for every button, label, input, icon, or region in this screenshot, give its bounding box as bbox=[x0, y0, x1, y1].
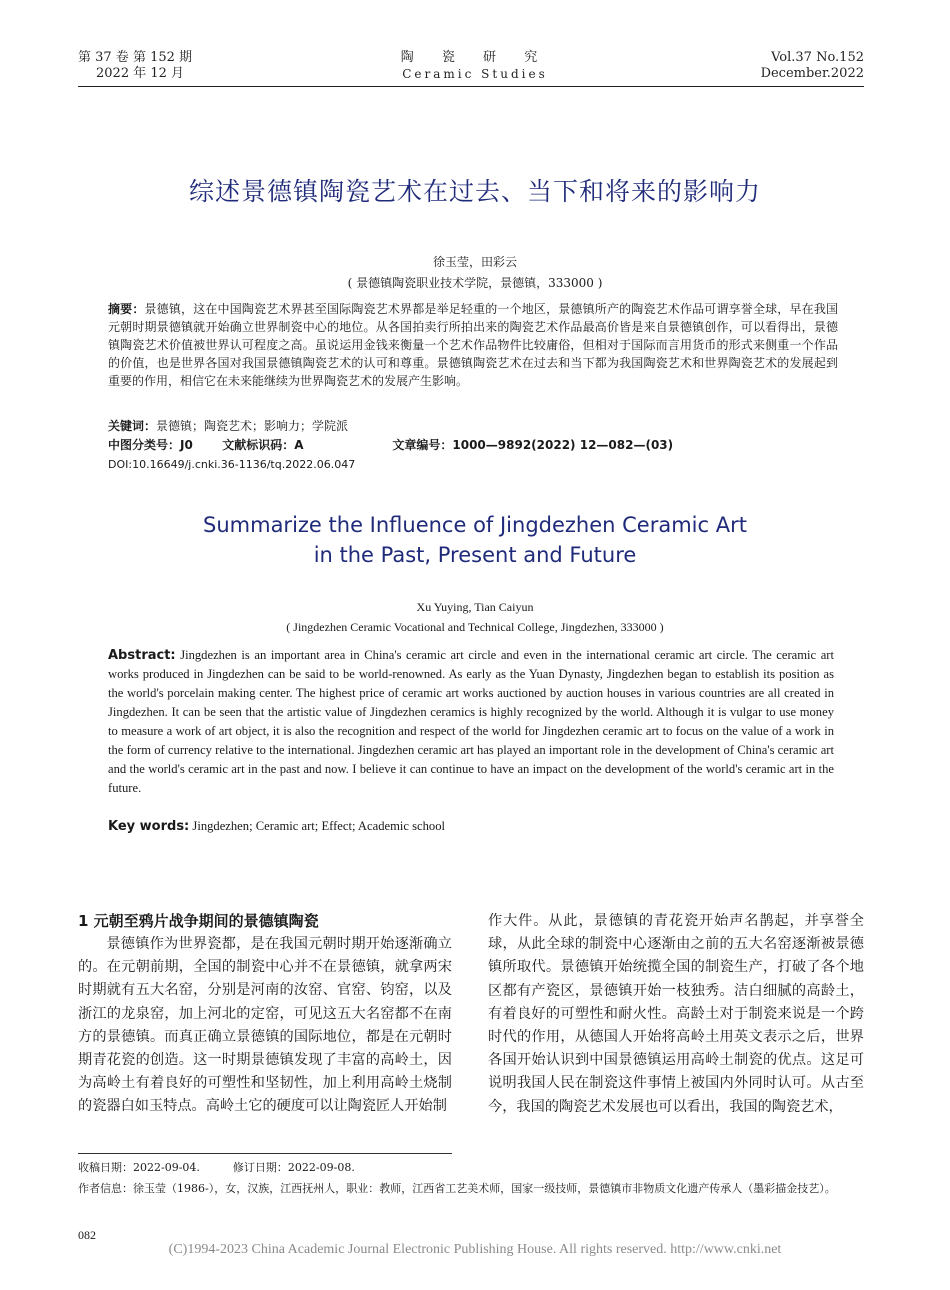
keywords-cn-text: 景德镇；陶瓷艺术；影响力；学院派 bbox=[156, 419, 349, 433]
page-number: 082 bbox=[78, 1228, 96, 1242]
doi[interactable]: DOI:10.16649/j.cnki.36-1136/tq.2022.06.047 bbox=[108, 458, 356, 471]
journal-name-en: Ceramic Studies bbox=[402, 67, 548, 81]
abstract-cn-label: 摘要： bbox=[108, 302, 145, 316]
keywords-en bbox=[108, 819, 445, 834]
affiliation-en: ( Jingdezhen Ceramic Vocational and Technical College, Jingdezhen, 333000 ) bbox=[286, 620, 664, 634]
abstract-en bbox=[108, 646, 834, 798]
issue-volume: 第 37 卷 第 152 期 bbox=[78, 50, 193, 65]
body-column-left bbox=[78, 910, 452, 1119]
abstract-en-text: Jingdezhen is an important area in China's ceramic art circle and even in the international ceramic art circle. The ceramic art works produced in Jingdezhen can be said to be world-renowned. As early as the Yuan Dynasty, Jingdezhen began to establish its position as the world's porcelain making center. The highest price of ceramic art works auctioned by auction houses in various countries are all created in Jingdezhen. It can be seen that the artistic value of Jingdezhen ceramics is highly recognized by the world. Although it is vulgar to use money to measure a work of art object, it is also the recognition and respect of the world for Jingdezhen ceramic art to focus on the value of a work in the form of currency relative to the international. Jingdezhen ceramic art has played an important role in the development of China's ceramic art and the world's ceramic art in the past and now. I believe it can continue to have an impact on the development of the world's ceramic art in the future. bbox=[108, 648, 834, 795]
issue-volume-en: Vol.37 No.152 bbox=[771, 50, 864, 65]
authors-en: Xu Yuying, Tian Caiyun bbox=[416, 600, 534, 614]
section-1-heading: 1 元朝至鸦片战争期间的景德镇陶瓷 bbox=[78, 912, 319, 930]
paper-title-en-line1: Summarize the Influence of Jingdezhen Ceramic Art bbox=[203, 513, 747, 537]
affiliation-cn: ( 景德镇陶瓷职业技术学院，景德镇，333000 ) bbox=[347, 276, 603, 290]
paper-title-cn: 综述景德镇陶瓷艺术在过去、当下和将来的影响力 bbox=[188, 177, 761, 206]
article-number: 文章编号：1000—9892(2022) 12—082—(03) bbox=[392, 438, 674, 452]
authors-cn: 徐玉莹，田彩云 bbox=[432, 255, 517, 269]
keywords-cn bbox=[108, 417, 348, 434]
section-1-paragraph-left: 景德镇作为世界瓷都，是在我国元朝时期开始逐渐确立的。在元朝前期，全国的制瓷中心并不在景德镇，就拿两宋时期就有五大名窑，分别是河南的汝窑、官窑、钧窑，以及浙江的龙泉窑，加上河北的定窑，可见这五大名窑都不在南方的景德镇。而真正确立景德镇的国际地位，都是在元朝时期青花瓷的创造。这一时期景德镇发现了丰富的高岭土，因为高岭土有着良好的可塑性和坚韧性，加上利用高岭土烧制的瓷器白如玉特点。高岭土它的硬度可以让陶瓷匠人开始制 bbox=[78, 936, 452, 1115]
abstract-cn-text: 景德镇，这在中国陶瓷艺术界甚至国际陶瓷艺术界都是举足轻重的一个地区，景德镇所产的陶瓷艺术作品可谓享誉全球，早在我国元朝时期景德镇就开始确立世界制瓷中心的地位。从各国拍卖行所拍出来的陶瓷艺术作品最高价皆是来自景德镇创作，可以看得出，景德镇陶瓷艺术价值被世界认可程度之高。虽说运用金钱来衡量一个艺术作品物件比较庸俗，但相对于国际而言用货币的形式来侧重一个作品的价值，也是世界各国对我国景德镇陶瓷艺术的认可和尊重。景德镇陶瓷艺术在过去和当下都为我国陶瓷艺术和世界陶瓷艺术的发展起到重要的作用，相信它在未来能继续为世界陶瓷艺术的发展产生影响。 bbox=[108, 302, 838, 388]
footnote-author-info: 作者信息：徐玉莹（1986-），女，汉族，江西抚州人，职业：教师，江西省工艺美术师，国家一级技师，景德镇市非物质文化遗产传承人（墨彩描金技艺）。 bbox=[78, 1182, 836, 1195]
issue-date: 2022 年 12 月 bbox=[96, 66, 185, 81]
abstract-cn bbox=[108, 300, 838, 390]
section-1-paragraph-right: 作大件。从此，景德镇的青花瓷开始声名鹊起，并享誉全球，从此全球的制瓷中心逐渐由之前的五大名窑逐渐被景德镇所取代。景德镇开始统揽全国的制瓷生产，打破了各个地区都有产瓷区，景德镇开始一枝独秀。洁白细腻的高龄土，有着良好的可塑性和耐火性。高龄土对于制瓷来说是一个跨时代的作用，从德国人开始将高岭土用英文表示之后，世界各国开始认识到中国景德镇运用高岭土制瓷的优点。这足可说明我国人民在制瓷这件事情上被国内外同时认可。从古至今，我国的陶瓷艺术发展也可以看出，我国的陶瓷艺术， bbox=[488, 913, 864, 1115]
paper-title-en-line2: in the Past, Present and Future bbox=[313, 543, 637, 567]
classification-row bbox=[108, 436, 673, 453]
journal-name-cn: 陶 瓷 研 究 bbox=[400, 50, 550, 65]
copyright-watermark: (C)1994-2023 China Academic Journal Electronic Publishing House. All rights reserved. http://www.cnki.net bbox=[168, 1242, 782, 1257]
keywords-en-text: Jingdezhen; Ceramic art; Effect; Academic school bbox=[189, 819, 446, 833]
abstract-en-label: Abstract: bbox=[108, 648, 176, 663]
keywords-en-label: Key words: bbox=[108, 819, 190, 834]
clc-number: 中图分类号：J0 bbox=[108, 438, 193, 452]
footnote-dates: 收稿日期：2022-09-04. 修订日期：2022-09-08. bbox=[78, 1161, 355, 1174]
body-column-right bbox=[488, 910, 864, 1119]
issue-date-en: December.2022 bbox=[760, 66, 864, 81]
keywords-cn-label: 关键词： bbox=[108, 419, 157, 433]
footnote-divider bbox=[78, 1153, 452, 1154]
header-divider bbox=[78, 86, 864, 87]
journal-issue-info-en bbox=[761, 50, 864, 82]
document-code: 文献标识码：A bbox=[222, 438, 304, 452]
paper-title-en bbox=[0, 510, 950, 570]
